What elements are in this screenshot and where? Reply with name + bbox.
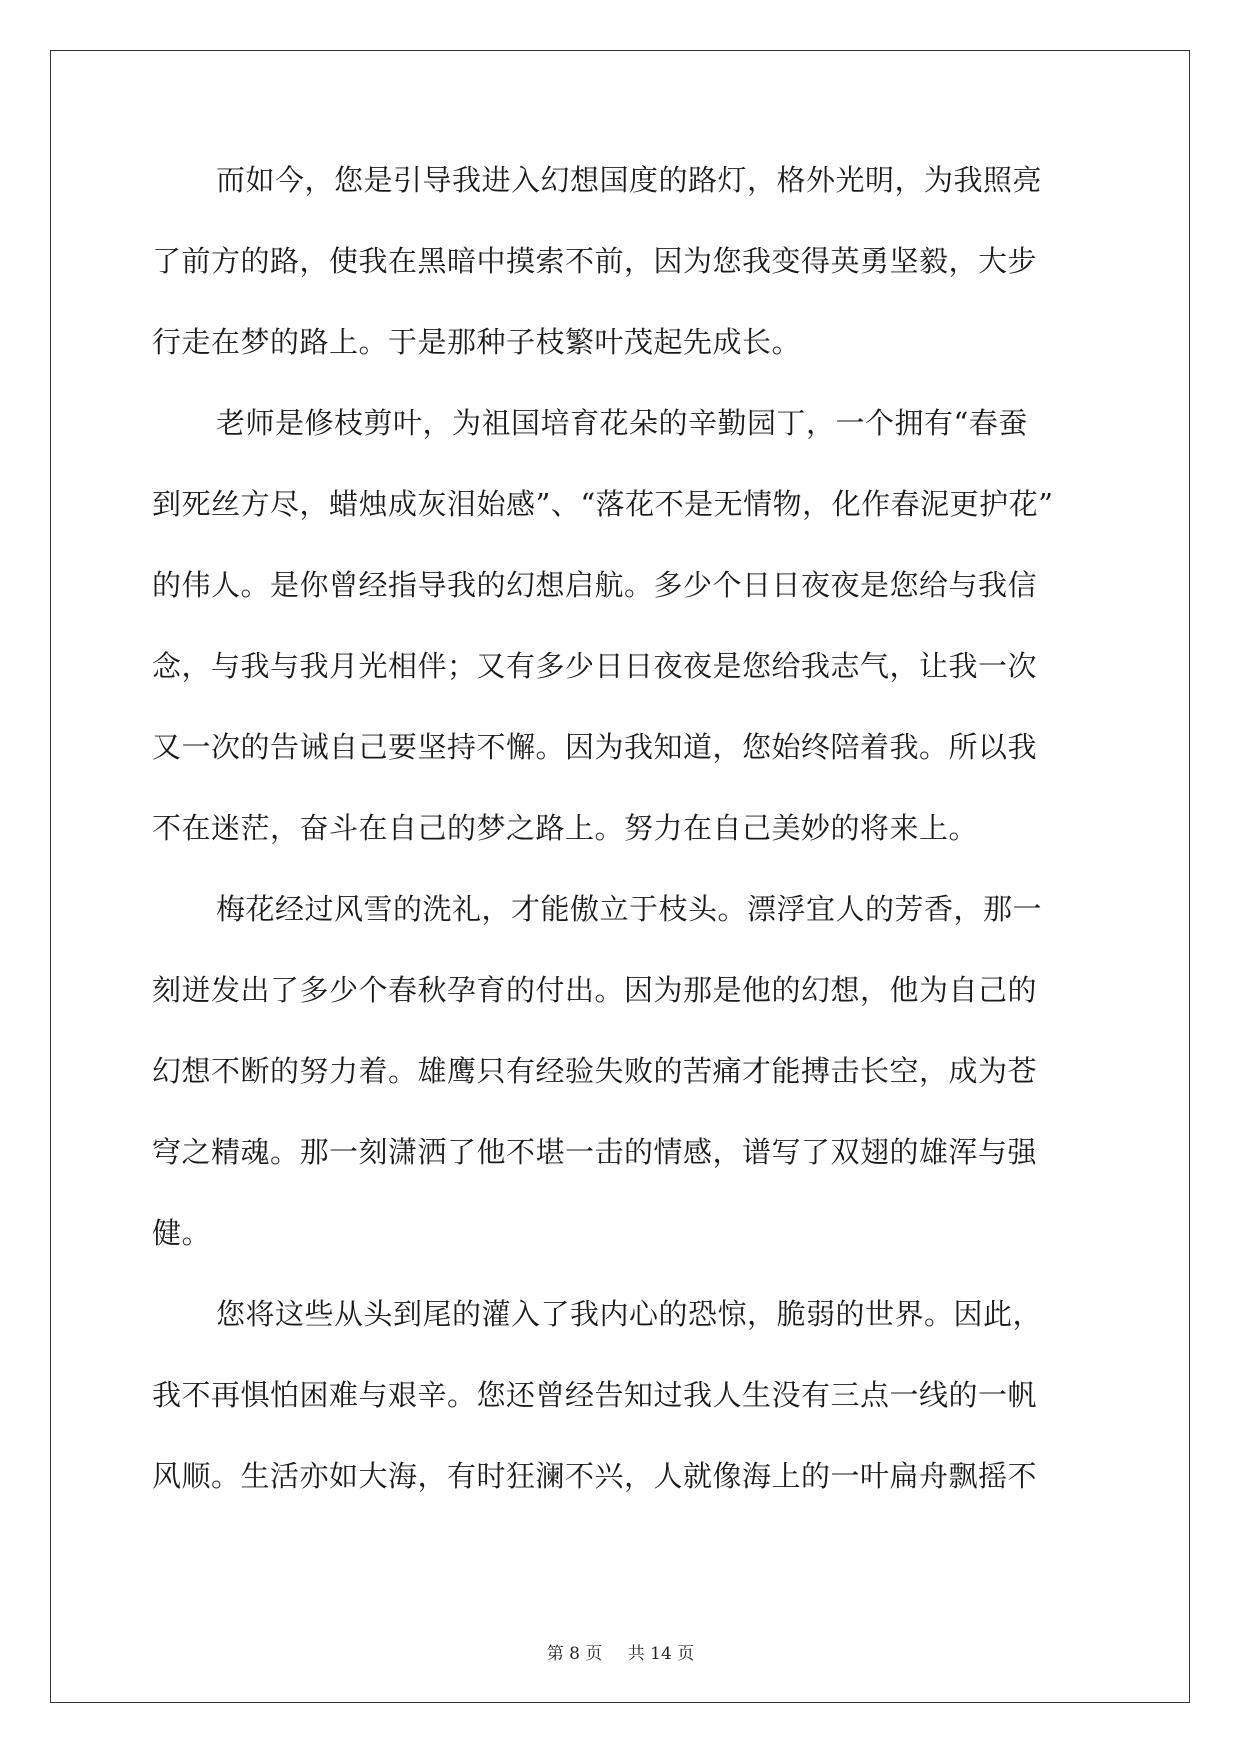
text-line: 念，与我与我月光相伴；又有多少日日夜夜是您给我志气，让我一次 — [152, 649, 1038, 683]
text-line: 穹之精魂。那一刻潇洒了他不堪一击的情感，谱写了双翅的雄浑与强 — [152, 1135, 1038, 1169]
page-footer — [0, 1639, 1241, 1664]
text-line: 了前方的路，使我在黑暗中摸索不前，因为您我变得英勇坚毅，大步 — [152, 244, 1038, 278]
text-line: 而如今，您是引导我进入幻想国度的路灯，格外光明，为我照亮 — [216, 163, 1043, 197]
text-line: 风顺。生活亦如大海，有时狂澜不兴，人就像海上的一叶扁舟飘摇不 — [152, 1459, 1038, 1493]
text-line: 梅花经过风雪的洗礼，才能傲立于枝头。漂浮宜人的芳香，那一 — [216, 892, 1043, 926]
text-line: 的伟人。是你曾经指导我的幻想启航。多少个日日夜夜是您给与我信 — [152, 568, 1038, 602]
text-line: 不在迷茫，奋斗在自己的梦之路上。努力在自己美妙的将来上。 — [152, 811, 979, 845]
page-number: 第 8 页 — [546, 1644, 603, 1664]
text-line: 又一次的告诫自己要坚持不懈。因为我知道，您始终陪着我。所以我 — [152, 730, 1038, 764]
text-line: 老师是修枝剪叶，为祖国培育花朵的辛勤园丁，一个拥有“春蚕 — [216, 406, 1028, 440]
total-pages: 共 14 页 — [627, 1644, 695, 1664]
text-line: 健。 — [152, 1216, 212, 1250]
text-line: 您将这些从头到尾的灌入了我内心的恐惊，脆弱的世界。因此， — [216, 1297, 1043, 1331]
text-line: 刻迸发出了多少个春秋孕育的付出。因为那是他的幻想，他为自己的 — [152, 973, 1038, 1007]
document-body — [152, 162, 1092, 1539]
text-line: 到死丝方尽，蜡烛成灰泪始感”、“落花不是无情物，化作春泥更护花” — [152, 487, 1054, 521]
text-line: 行走在梦的路上。于是那种子枝繁叶茂起先成长。 — [152, 325, 802, 359]
text-line: 幻想不断的努力着。雄鹰只有经验失败的苦痛才能搏击长空，成为苍 — [152, 1054, 1038, 1088]
text-line: 我不再惧怕困难与艰辛。您还曾经告知过我人生没有三点一线的一帆 — [152, 1378, 1038, 1412]
